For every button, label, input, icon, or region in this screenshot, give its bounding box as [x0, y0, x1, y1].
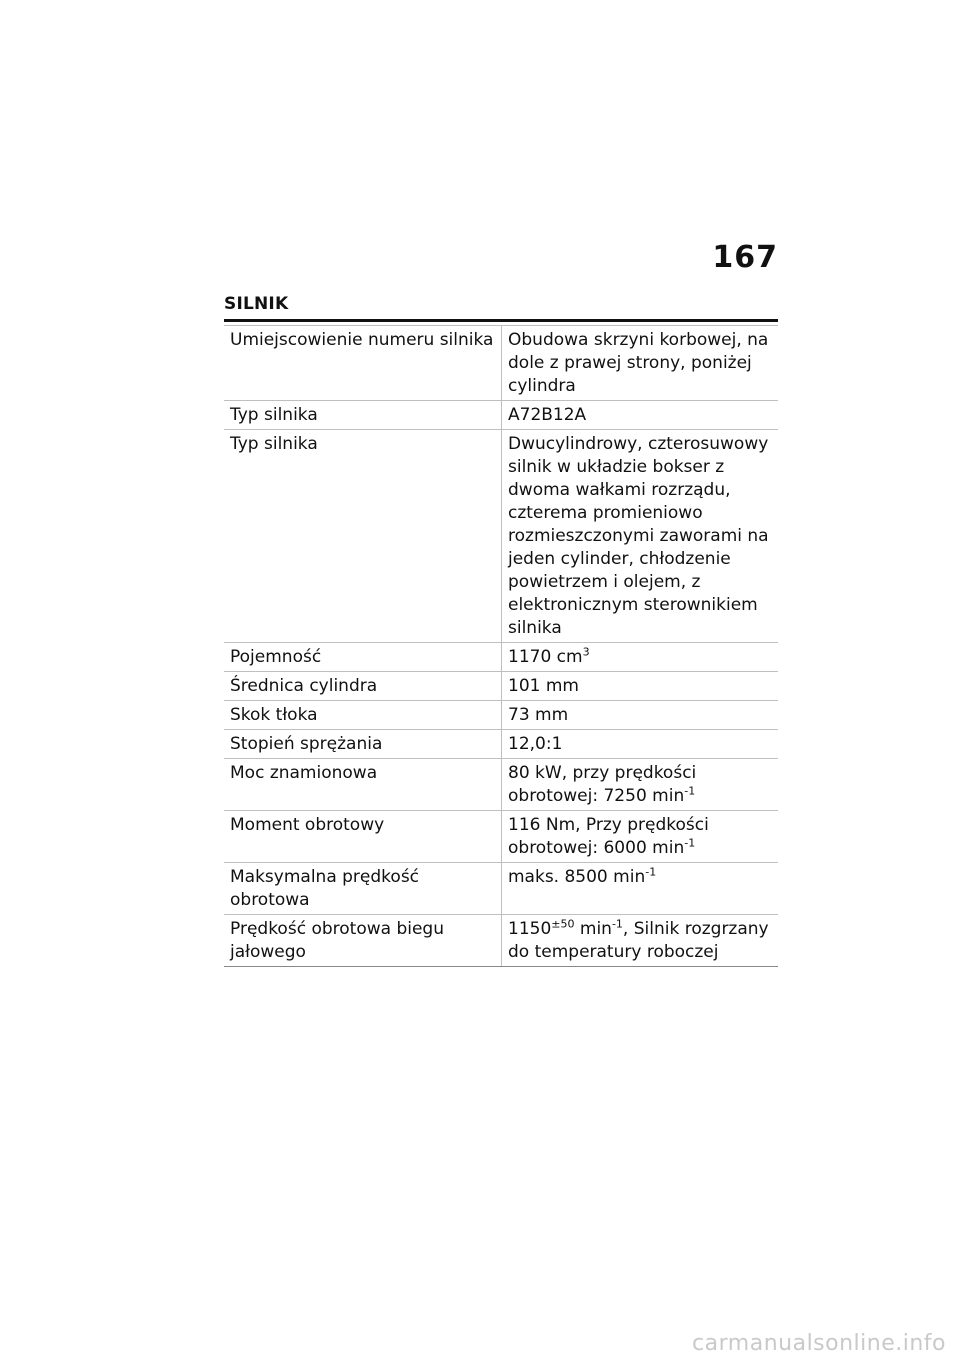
row-value: 12,0:1	[502, 730, 779, 759]
value-superscript: -1	[684, 836, 696, 850]
value-superscript: -1	[684, 784, 696, 798]
table-row	[224, 811, 778, 863]
row-label: Maksymalna prędkość obrotowa	[224, 863, 502, 915]
value-text: maks. 8500 min	[508, 867, 646, 887]
spec-table	[224, 325, 778, 967]
table-row	[224, 430, 778, 643]
table-row	[224, 672, 778, 701]
row-value	[502, 915, 779, 967]
table-row	[224, 915, 778, 967]
watermark: carmanualsonline.info	[692, 1331, 946, 1356]
value-text: 1170 cm	[508, 647, 583, 667]
row-label: Moc znamionowa	[224, 759, 502, 811]
row-value: Dwucylindrowy, czterosuwowy silnik w układzie bokser z dwoma wałkami rozrządu, czterema promieniowo rozmieszczonymi zaworami na jeden cylinder, chłodzenie powietrzem i olejem, z elektronicznym sterownikiem silnika	[502, 430, 779, 643]
value-text: 1150	[508, 919, 552, 939]
row-value: 101 mm	[502, 672, 779, 701]
page-number: 167	[712, 240, 778, 275]
row-value	[502, 811, 779, 863]
row-label: Pojemność	[224, 643, 502, 672]
value-superscript: 3	[582, 645, 590, 659]
value-text-note: , Silnik rozgrzany do temperatury roboczej	[508, 919, 769, 962]
table-row	[224, 326, 778, 401]
table-row	[224, 759, 778, 811]
row-label: Średnica cylindra	[224, 672, 502, 701]
table-row	[224, 401, 778, 430]
row-label: Skok tłoka	[224, 701, 502, 730]
value-superscript: ±50	[551, 917, 575, 931]
value-superscript: -1	[645, 865, 657, 879]
row-value: Obudowa skrzyni korbowej, na dole z prawej strony, poniżej cylindra	[502, 326, 779, 401]
row-label: Umiejscowienie numeru silnika	[224, 326, 502, 401]
table-row	[224, 863, 778, 915]
value-text: 80 kW, przy prędkości obrotowej: 7250 min	[508, 763, 697, 806]
value-superscript-unit: -1	[611, 917, 623, 931]
value-text-unit: min	[574, 919, 612, 939]
row-label: Stopień sprężania	[224, 730, 502, 759]
row-label: Moment obrotowy	[224, 811, 502, 863]
table-row	[224, 643, 778, 672]
row-value	[502, 643, 779, 672]
row-value: 73 mm	[502, 701, 779, 730]
value-text: 116 Nm, Przy prędkości obrotowej: 6000 min	[508, 815, 709, 858]
row-label: Typ silnika	[224, 401, 502, 430]
row-value	[502, 863, 779, 915]
row-label: Prędkość obrotowa biegu jałowego	[224, 915, 502, 967]
table-row	[224, 701, 778, 730]
row-value: A72B12A	[502, 401, 779, 430]
row-label: Typ silnika	[224, 430, 502, 643]
row-value	[502, 759, 779, 811]
table-row	[224, 730, 778, 759]
engine-section	[224, 294, 778, 967]
section-title: SILNIK	[224, 294, 778, 322]
